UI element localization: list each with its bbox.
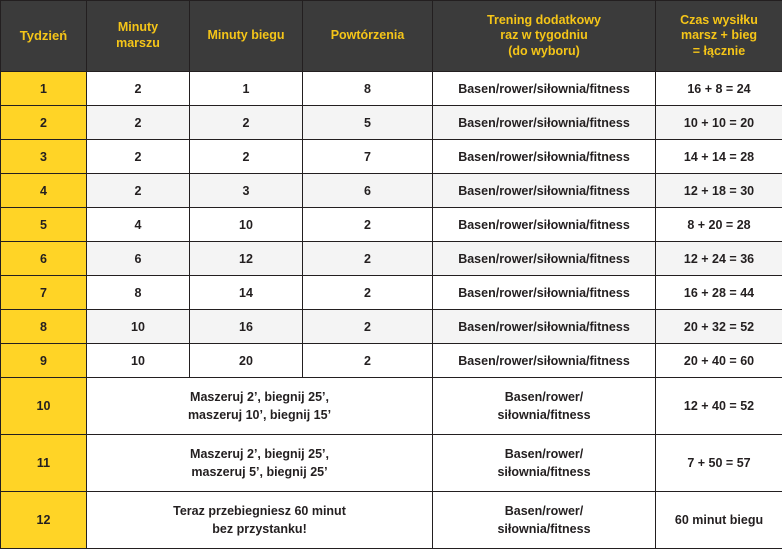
cell-run-minutes: 1: [190, 72, 303, 106]
table-header: [1, 1, 782, 72]
cell-extra-training: Basen/rower/siłownia/fitness: [433, 310, 656, 344]
column-header-total-line1: Czas wysiłku: [656, 13, 782, 29]
cell-week: 4: [1, 174, 87, 208]
cell-total-time: 20 + 32 = 52: [656, 310, 782, 344]
cell-repetitions: 5: [303, 106, 433, 140]
cell-walk-minutes: 2: [87, 140, 190, 174]
cell-week: 2: [1, 106, 87, 140]
column-header-total-line2: marsz + bieg: [656, 28, 782, 44]
cell-week: 9: [1, 344, 87, 378]
cell-week: 11: [1, 435, 87, 492]
cell-extra-training: Basen/rower/siłownia/fitness: [433, 106, 656, 140]
cell-run-minutes: 3: [190, 174, 303, 208]
extra-training-line2: siłownia/fitness: [433, 406, 655, 424]
workout-description-line2: maszeruj 10’, biegnij 15’: [87, 406, 432, 424]
cell-week: 8: [1, 310, 87, 344]
cell-extra-training: Basen/rower/siłownia/fitness: [433, 344, 656, 378]
cell-week: 1: [1, 72, 87, 106]
table-body: [1, 72, 782, 549]
cell-extra-training: [433, 492, 656, 549]
cell-extra-training: [433, 435, 656, 492]
table-row: [1, 242, 782, 276]
cell-repetitions: 8: [303, 72, 433, 106]
table-row: [1, 140, 782, 174]
cell-week: 10: [1, 378, 87, 435]
table-row: [1, 106, 782, 140]
cell-run-minutes: 12: [190, 242, 303, 276]
cell-total-time: 60 minut biegu: [656, 492, 782, 549]
cell-run-minutes: 2: [190, 140, 303, 174]
table-row: [1, 492, 782, 549]
workout-description-line1: Teraz przebiegniesz 60 minut: [87, 502, 432, 520]
cell-walk-minutes: 2: [87, 72, 190, 106]
extra-training-line1: Basen/rower/: [433, 445, 655, 463]
column-header-walk-minutes: [87, 1, 190, 72]
column-header-extra-line3: (do wyboru): [433, 44, 655, 60]
column-header-walk-line1: Minuty: [87, 20, 189, 36]
cell-total-time: 12 + 18 = 30: [656, 174, 782, 208]
cell-run-minutes: 14: [190, 276, 303, 310]
workout-description-line1: Maszeruj 2’, biegnij 25’,: [87, 388, 432, 406]
extra-training-line1: Basen/rower/: [433, 388, 655, 406]
cell-total-time: 10 + 10 = 20: [656, 106, 782, 140]
cell-walk-minutes: 10: [87, 310, 190, 344]
cell-total-time: 16 + 28 = 44: [656, 276, 782, 310]
cell-repetitions: 2: [303, 310, 433, 344]
column-header-extra-line1: Trening dodatkowy: [433, 13, 655, 29]
cell-week: 3: [1, 140, 87, 174]
cell-run-minutes: 16: [190, 310, 303, 344]
column-header-total-line3: = łącznie: [656, 44, 782, 60]
header-row: [1, 1, 782, 72]
cell-week: 6: [1, 242, 87, 276]
cell-week: 7: [1, 276, 87, 310]
cell-repetitions: 2: [303, 276, 433, 310]
extra-training-line2: siłownia/fitness: [433, 520, 655, 538]
table-row: [1, 310, 782, 344]
cell-run-minutes: 20: [190, 344, 303, 378]
table-row: [1, 208, 782, 242]
cell-repetitions: 6: [303, 174, 433, 208]
column-header-total-time: [656, 1, 782, 72]
column-header-extra-training: [433, 1, 656, 72]
cell-extra-training: Basen/rower/siłownia/fitness: [433, 72, 656, 106]
cell-walk-minutes: 8: [87, 276, 190, 310]
cell-total-time: 20 + 40 = 60: [656, 344, 782, 378]
cell-total-time: 12 + 40 = 52: [656, 378, 782, 435]
cell-workout-description: [87, 378, 433, 435]
column-header-week-line1: Tydzień: [20, 28, 67, 43]
cell-total-time: 7 + 50 = 57: [656, 435, 782, 492]
cell-repetitions: 2: [303, 344, 433, 378]
cell-walk-minutes: 4: [87, 208, 190, 242]
cell-total-time: 16 + 8 = 24: [656, 72, 782, 106]
cell-repetitions: 2: [303, 242, 433, 276]
column-header-reps-line1: Powtórzenia: [303, 28, 432, 44]
column-header-walk-line2: marszu: [87, 36, 189, 52]
cell-extra-training: Basen/rower/siłownia/fitness: [433, 174, 656, 208]
table-row: [1, 378, 782, 435]
table-row: [1, 276, 782, 310]
cell-week: 12: [1, 492, 87, 549]
cell-run-minutes: 2: [190, 106, 303, 140]
cell-extra-training: [433, 378, 656, 435]
table-row: [1, 435, 782, 492]
cell-walk-minutes: 6: [87, 242, 190, 276]
table-row: [1, 174, 782, 208]
extra-training-line1: Basen/rower/: [433, 502, 655, 520]
table-row: [1, 344, 782, 378]
cell-total-time: 12 + 24 = 36: [656, 242, 782, 276]
cell-extra-training: Basen/rower/siłownia/fitness: [433, 276, 656, 310]
cell-workout-description: [87, 435, 433, 492]
workout-description-line2: maszeruj 5’, biegnij 25’: [87, 463, 432, 481]
cell-extra-training: Basen/rower/siłownia/fitness: [433, 140, 656, 174]
cell-week: 5: [1, 208, 87, 242]
cell-workout-description: [87, 492, 433, 549]
cell-extra-training: Basen/rower/siłownia/fitness: [433, 208, 656, 242]
cell-run-minutes: 10: [190, 208, 303, 242]
column-header-run-line1: Minuty biegu: [190, 28, 302, 44]
workout-description-line2: bez przystanku!: [87, 520, 432, 538]
cell-walk-minutes: 2: [87, 174, 190, 208]
cell-walk-minutes: 2: [87, 106, 190, 140]
extra-training-line2: siłownia/fitness: [433, 463, 655, 481]
column-header-extra-line2: raz w tygodniu: [433, 28, 655, 44]
cell-total-time: 14 + 14 = 28: [656, 140, 782, 174]
column-header-repetitions: [303, 1, 433, 72]
cell-extra-training: Basen/rower/siłownia/fitness: [433, 242, 656, 276]
table-row: [1, 72, 782, 106]
cell-repetitions: 7: [303, 140, 433, 174]
column-header-run-minutes: [190, 1, 303, 72]
cell-total-time: 8 + 20 = 28: [656, 208, 782, 242]
column-header-week: [1, 1, 87, 72]
cell-walk-minutes: 10: [87, 344, 190, 378]
workout-description-line1: Maszeruj 2’, biegnij 25’,: [87, 445, 432, 463]
cell-repetitions: 2: [303, 208, 433, 242]
